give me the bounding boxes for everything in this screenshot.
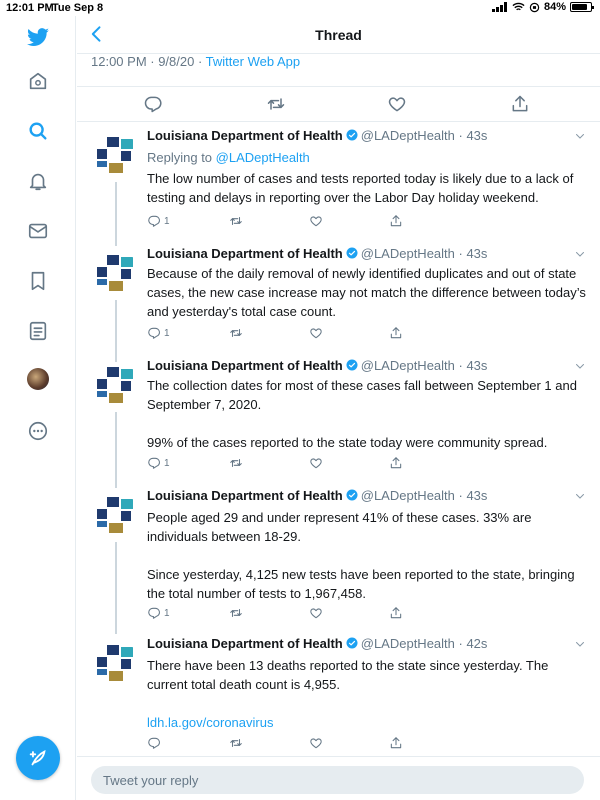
battery-icon [570,2,592,12]
signal-icon [492,2,508,12]
reply-bar [77,756,600,800]
profile-avatar[interactable] [27,368,49,390]
verified-badge-icon [346,129,358,141]
author-handle-time: @LADeptHealth · 43s [360,246,488,261]
reply-icon [147,736,161,750]
verified-badge-icon [346,359,358,371]
reply-button[interactable] [147,326,170,340]
status-right [492,1,592,13]
tweet-text: The low number of cases and tests reported today is likely due to a lack of testing and delays in reporting over the Labor Day holiday weekend. [147,171,574,205]
tweet-actions [147,326,447,342]
reply-icon [147,456,161,470]
thread-tweet[interactable] [77,128,600,238]
main-tweet-timestamp: 12:00 PM · 9/8/20 · [91,54,206,69]
replying-to [147,148,587,167]
thread-connector-line [115,300,117,364]
reply-button[interactable] [147,214,170,228]
tweet-text-paragraph-2: 99% of the cases reported to the state today were community spread. [147,435,548,450]
main-tweet-meta [91,54,300,69]
share-icon [389,606,403,620]
page-title: Thread [315,27,362,43]
retweet-button[interactable] [229,326,243,340]
replying-to-handle[interactable]: @LADeptHealth [215,150,310,165]
retweet-icon [229,456,243,470]
bookmarks-icon[interactable] [25,268,51,294]
retweet-icon [229,214,243,228]
like-icon[interactable] [387,94,407,114]
thread-tweet[interactable] [77,488,600,628]
share-icon [389,736,403,750]
retweet-icon [229,736,243,750]
status-time: 12:01 PM [6,2,54,14]
tweet-body [147,148,587,207]
like-button[interactable] [309,606,323,620]
like-icon [309,456,323,470]
ldh-logo-avatar[interactable] [93,132,139,178]
reply-button[interactable] [147,736,164,750]
lists-icon[interactable] [25,318,51,344]
verified-badge-icon [346,489,358,501]
retweet-icon [229,606,243,620]
like-button[interactable] [309,326,323,340]
tweet-link[interactable]: ldh.la.gov/coronavirus [147,715,274,730]
home-icon[interactable] [25,68,51,94]
share-button[interactable] [389,326,403,340]
tweet-header [147,636,487,651]
share-button[interactable] [389,736,403,750]
tweet-text-paragraph-1: The collection dates for most of these cases fall between September 1 and September 7, 2020. [147,378,577,412]
author-name[interactable]: Louisiana Department of Health [147,358,343,373]
tweet-actions [147,736,447,752]
thread-tweet[interactable] [77,636,600,754]
share-button[interactable] [389,456,403,470]
reply-icon [147,214,161,228]
share-icon [389,456,403,470]
tweet-actions [147,606,447,622]
author-handle-time: @LADeptHealth · 43s [360,128,488,143]
replying-label: Replying to [147,150,216,165]
reply-button[interactable] [147,456,170,470]
like-icon [309,214,323,228]
tweet-body [147,656,587,732]
tweet-text-paragraph-1: People aged 29 and under represent 41% of these cases. 33% are individuals between 18-29. [147,510,532,544]
notifications-bell-icon[interactable] [25,168,51,194]
retweet-button[interactable] [229,606,243,620]
thread-tweet[interactable] [77,246,600,356]
tweet-body [147,508,587,603]
battery-fill [572,4,587,10]
thread-connector-line [115,238,117,246]
author-handle-time: @LADeptHealth · 43s [360,488,488,503]
tweet-body [147,376,587,452]
more-options-icon[interactable] [25,418,51,444]
compose-feather-icon [27,747,49,769]
tweet-text: Because of the daily removal of newly identified duplicates and out of state cases, the new case increase may not match the difference between today’s and yesterday's total case count. [147,266,586,319]
tweet-body [147,264,587,321]
battery-percent: 84% [543,1,566,13]
explore-search-icon[interactable] [25,118,51,144]
share-icon [389,214,403,228]
ldh-logo-avatar[interactable] [93,640,139,686]
compose-tweet-button[interactable] [16,736,60,780]
retweet-button[interactable] [229,736,243,750]
tweet-actions [147,456,447,472]
share-button[interactable] [389,606,403,620]
thread-connector-line [115,412,117,488]
retweet-icon [229,326,243,340]
twitter-logo-icon[interactable] [25,24,51,50]
share-icon[interactable] [510,94,530,114]
tweet-header [147,358,487,373]
thread-header [77,16,600,54]
tweet-text-paragraph-1: There have been 13 deaths reported to the state since yesterday. The current total death count is 4,955. [147,658,549,692]
reply-icon[interactable] [143,94,163,114]
retweet-button[interactable] [229,214,243,228]
verified-badge-icon [346,637,358,649]
main-tweet-source[interactable]: Twitter Web App [205,54,301,69]
reply-input[interactable] [91,766,584,794]
reply-icon [147,326,161,340]
side-nav [0,16,76,800]
tweet-text-paragraph-2: Since yesterday, 4,125 new tests have been reported to the state, bringing the total number of tests to 1,967,458. [147,567,575,601]
status-date: Tue Sep 8 [52,2,104,14]
author-handle-time: @LADeptHealth · 43s [360,358,488,373]
author-handle-time: @LADeptHealth · 42s [360,636,488,651]
thread-connector-line [115,182,117,238]
like-icon [309,606,323,620]
author-name[interactable]: Louisiana Department of Health [147,246,343,261]
tweet-menu-caret-icon[interactable] [574,638,586,650]
like-icon [309,326,323,340]
tweet-actions [147,214,447,230]
like-button[interactable] [309,214,323,228]
retweet-button[interactable] [229,456,243,470]
share-button[interactable] [389,214,403,228]
reply-count: 1 [164,607,170,619]
ldh-logo-avatar[interactable] [93,492,139,538]
thread-connector-line [115,542,117,634]
ldh-logo-avatar[interactable] [93,362,139,408]
verified-badge-icon [346,247,358,259]
orientation-lock-icon [529,2,540,13]
messages-mail-icon[interactable] [25,218,51,244]
tweet-menu-caret-icon[interactable] [574,130,586,142]
author-name[interactable]: Louisiana Department of Health [147,128,343,143]
share-icon [389,326,403,340]
author-name[interactable]: Louisiana Department of Health [147,636,343,651]
retweet-icon[interactable] [266,94,286,114]
status-bar [0,0,600,16]
thread-tweet[interactable] [77,358,600,488]
like-icon [309,736,323,750]
tweet-menu-caret-icon[interactable] [574,248,586,260]
tweet-menu-caret-icon[interactable] [574,360,586,372]
reply-button[interactable] [147,606,170,620]
reply-icon [147,606,161,620]
ldh-logo-avatar[interactable] [93,250,139,296]
tweet-header [147,128,487,143]
tweet-header [147,488,487,503]
wifi-icon [512,2,525,12]
like-button[interactable] [309,736,323,750]
tweet-header [147,246,487,261]
main-tweet-actions [77,86,600,122]
reply-count: 1 [164,327,170,339]
like-button[interactable] [309,456,323,470]
reply-count: 1 [164,215,170,227]
tweet-menu-caret-icon[interactable] [574,490,586,502]
reply-count: 1 [164,457,170,469]
author-name[interactable]: Louisiana Department of Health [147,488,343,503]
